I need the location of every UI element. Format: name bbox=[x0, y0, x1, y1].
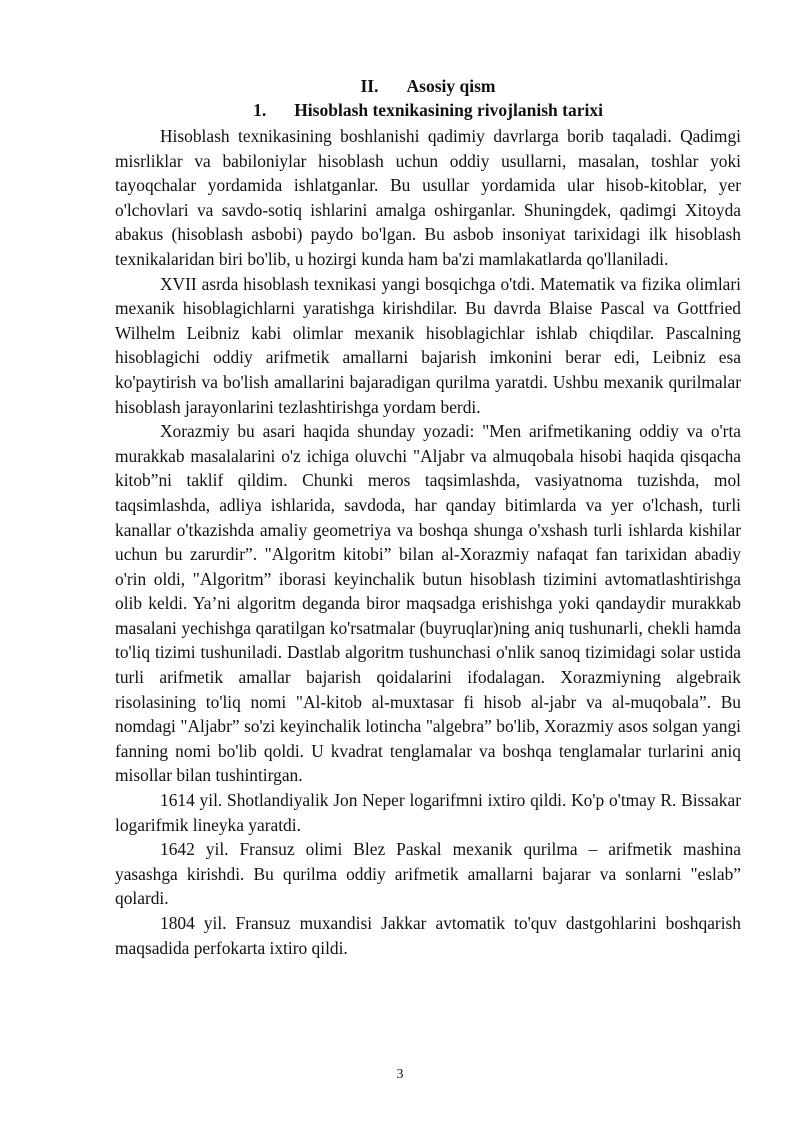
page-number: 3 bbox=[396, 1067, 404, 1082]
paragraph-1804: 1804 yil. Fransuz muxandisi Jakkar avtomatik to'quv dastgohlarini boshqarish maqsadida perfokarta ixtiro qildi. bbox=[115, 913, 741, 958]
subsection-number: 1. bbox=[253, 100, 267, 120]
paragraph-1614: 1614 yil. Shotlandiyalik Jon Neper logarifmni ixtiro qildi. Ko'p o'tmay R. Bissakar logarifmik lineyka yaratdi. bbox=[115, 790, 741, 835]
document-page bbox=[115, 74, 741, 960]
section-heading bbox=[115, 74, 741, 98]
paragraph-17th-century: XVII asrda hisoblash texnikasi yangi bosqichga o'tdi. Matematik va fizika olimlari mexanik hisoblagichlarni yaratishga kirishdilar. Bu davrda Blaise Pascal va Gottfried Wilhelm Leibniz kabi olimlar mexanik hisoblagichlar ishlab chiqdilar. Pascalning hisoblagichi oddiy arifmetik amallarni bajarish imkonini berar edi, Leibniz esa ko'paytirish va bo'lish amallarini bajaradigan qurilma yaratdi. Ushbu mexanik qurilmalar hisoblash jarayonlarini tezlashtirishga yordam berdi. bbox=[115, 273, 741, 417]
body-text bbox=[115, 124, 741, 960]
paragraph-khwarizmi: Xorazmiy bu asari haqida shunday yozadi: "Men arifmetikaning oddiy va o'rta murakkab masalalarini o'z ichiga oluvchi "Aljabr va almuqobala hisobi haqida qisqacha kitob”ni taklif qildim. Chunki meros taqsimlashda, vasiyatnoma tuzishda, mol taqsimlashda, adliya ishlarida, savdoda, har qanday bitimlarda va yer o'lchash, turli kanallar o'tkazishda amaliy geometriya va boshqa shunga o'xshash turli ishlarda kishilar uchun bu zarurdir”. "Algoritm kitobi” bilan al-Xorazmiy nafaqat fan tarixidan abadiy o'rin oldi, "Algoritm” iborasi keyinchalik butun hisoblash tizimini avtomatlashtirishga olib keldi. Ya’ni algoritm deganda biror maqsadga erishishga yoki qandaydir murakkab masalani yechishga qaratilgan ko'rsatmalar (buyruqlar)ning aniq tushunarli, chekli hamda to'liq tizimi tushuniladi. Dastlab algoritm tushunchasi o'nlik sanoq tizimidagi solar ustida turli arifmetik amallar bajarish qoidalarini ifodalagan. Xorazmiyning algebraik risolasining to'liq nomi "Al-kitob al-muxtasar fi hisob al-jabr va al-muqobala”. Bu nomdagi "Aljabr” so'zi keyinchalik lotincha "algebra” bo'lib, Xorazmiy asos solgan yangi fanning nomi bo'lib qoldi. U kvadrat tenglamalar va boshqa tenglamalar turlarini aniq misollar bilan tushintirgan. bbox=[115, 421, 741, 786]
subsection-heading bbox=[115, 98, 741, 122]
subsection-title: Hisoblash texnikasining rivojlanish tarixi bbox=[294, 100, 603, 120]
section-number: II. bbox=[360, 76, 379, 96]
paragraph-1642: 1642 yil. Fransuz olimi Blez Paskal mexanik qurilma – arifmetik mashina yasashga kirishdi. Bu qurilma oddiy arifmetik amallarni bajarar va sonlarni "eslab” qolardi. bbox=[115, 839, 741, 909]
paragraph-ancient-computing: Hisoblash texnikasining boshlanishi qadimiy davrlarga borib taqaladi. Qadimgi misrliklar va babiloniylar hisoblash uchun oddiy usullarni, masalan, toshlar yoki tayoqchalar yordamida ishlatganlar. Bu usullar yordamida ular hisob-kitoblar, yer o'lchovlari va savdo-sotiq ishlarini amalga oshirganlar. Shuningdek, qadimgi Xitoyda abakus (hisoblash asbobi) paydo bo'lgan. Bu asbob insoniyat tarixidagi ilk hisoblash texnikalaridan biri bo'lib, u hozirgi kunda ham ba'zi mamlakatlarda qo'llaniladi. bbox=[115, 126, 741, 269]
section-title: Asosiy qism bbox=[406, 76, 496, 96]
